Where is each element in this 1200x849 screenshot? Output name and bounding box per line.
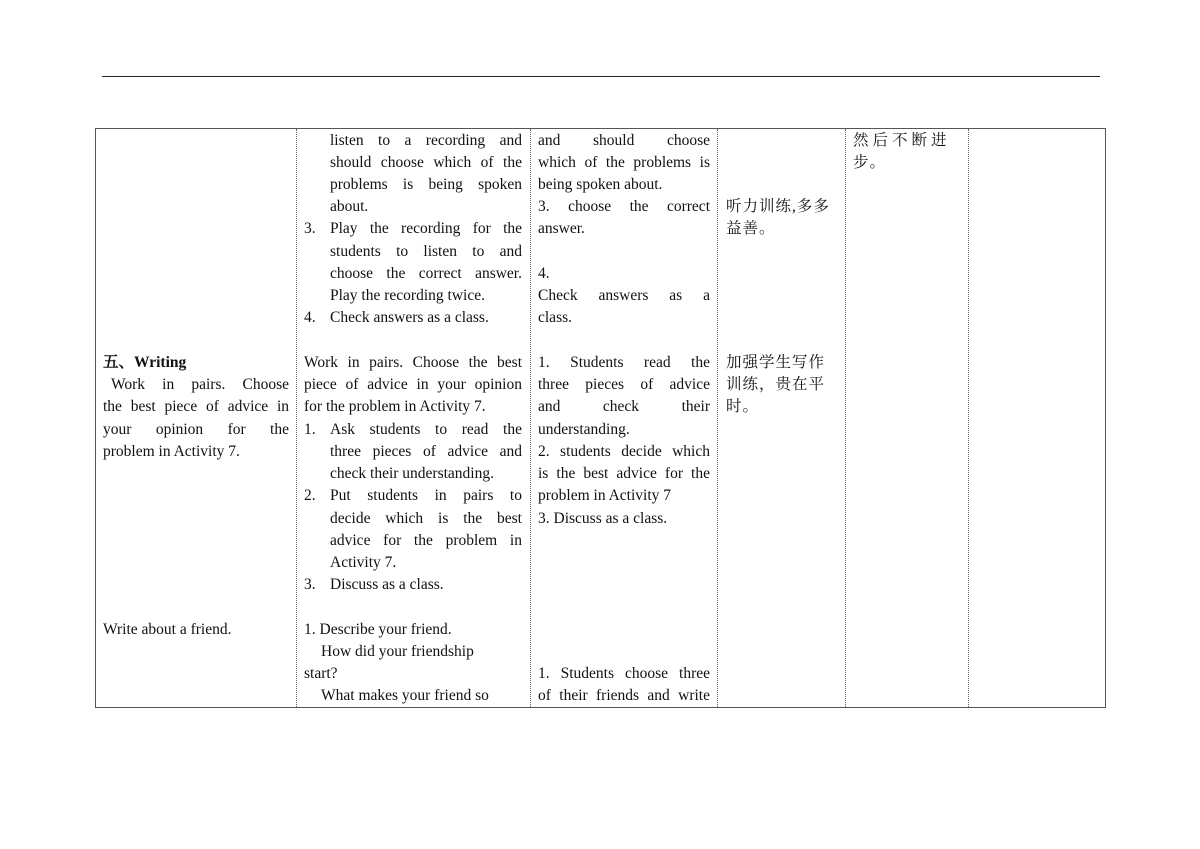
- student-text-line: answer.: [538, 220, 585, 237]
- column-divider: [296, 129, 297, 707]
- step-number: 1.: [304, 421, 316, 438]
- write-friend-task: Write about a friend.: [103, 621, 232, 638]
- step-text-line: about.: [330, 198, 369, 215]
- step-text-line: problems is being spoken: [330, 176, 522, 193]
- student-text-line: of their friends and write: [538, 687, 710, 704]
- student-text-line: understanding.: [538, 421, 630, 438]
- intent-text-line: 益善。: [726, 220, 776, 237]
- writing-section-heading: 五、Writing: [103, 354, 187, 371]
- student-text-line: 3. Discuss as a class.: [538, 510, 668, 527]
- intent-text-line: 听力训练,多多: [726, 198, 830, 215]
- writing-task-line: the best piece of advice in: [103, 398, 289, 415]
- student-text-line: being spoken about.: [538, 176, 663, 193]
- step-text-line: Activity 7.: [330, 554, 397, 571]
- friend-step-line: start?: [304, 665, 338, 682]
- student-text-line: and check their: [538, 398, 710, 415]
- column-divider: [530, 129, 531, 707]
- pair-intro-line: for the problem in Activity 7.: [304, 398, 486, 415]
- column-divider: [845, 129, 846, 707]
- friend-step-line: How did your friendship: [321, 643, 474, 660]
- notes-text-line: 然后不断进: [853, 132, 951, 149]
- header-rule: [102, 76, 1100, 77]
- step-number: 2.: [304, 487, 316, 504]
- step-number: 3.: [304, 220, 316, 237]
- step-text-line: should choose which of the: [330, 154, 522, 171]
- step-number: 4.: [538, 265, 550, 282]
- step-text-line: Play the recording for the: [330, 220, 522, 237]
- step-text-line: decide which is the best: [330, 510, 522, 527]
- step-text-line: listen to a recording and: [330, 132, 522, 149]
- friend-step-line: 1. Describe your friend.: [304, 621, 452, 638]
- column-divider: [717, 129, 718, 707]
- step-text-line: Check answers as a class.: [330, 309, 489, 326]
- step-text-line: check their understanding.: [330, 465, 494, 482]
- step-text-line: three pieces of advice and: [330, 443, 522, 460]
- student-text-line: is the best advice for the: [538, 465, 710, 482]
- step-text-line: Ask students to read the: [330, 421, 522, 438]
- column-divider: [968, 129, 969, 707]
- student-text-line: three pieces of advice: [538, 376, 710, 393]
- intent-text-line: 加强学生写作: [726, 354, 826, 371]
- student-text-line: class.: [538, 309, 573, 326]
- step-number: 3.: [304, 576, 316, 593]
- student-text-line: problem in Activity 7: [538, 487, 672, 504]
- step-text-line: choose the correct answer.: [330, 265, 522, 282]
- student-text-line: which of the problems is: [538, 154, 710, 171]
- friend-step-line: What makes your friend so: [321, 687, 489, 704]
- student-text-line: 1. Students choose three: [538, 665, 710, 682]
- student-text-line: 2. students decide which: [538, 443, 710, 460]
- step-text-line: students to listen to and: [330, 243, 522, 260]
- intent-text-line: 训练，贵在平: [726, 376, 826, 393]
- student-text-line: 3. choose the correct: [538, 198, 710, 215]
- pair-intro-line: piece of advice in your opinion: [304, 376, 522, 393]
- step-text-line: Play the recording twice.: [330, 287, 485, 304]
- writing-task-line: your opinion for the: [103, 421, 289, 438]
- notes-text-line: 步。: [853, 154, 887, 171]
- step-text-line: advice for the problem in: [330, 532, 522, 549]
- student-text-line: and should choose: [538, 132, 710, 149]
- step-number: 4.: [304, 309, 316, 326]
- writing-task-line: problem in Activity 7.: [103, 443, 240, 460]
- student-text-line: Check answers as a: [538, 287, 710, 304]
- step-text-line: Discuss as a class.: [330, 576, 444, 593]
- intent-text-line: 时。: [726, 398, 760, 415]
- pair-intro-line: Work in pairs. Choose the best: [304, 354, 522, 371]
- step-text-line: Put students in pairs to: [330, 487, 522, 504]
- writing-task-line: Work in pairs. Choose: [111, 376, 289, 393]
- student-text-line: 1. Students read the: [538, 354, 710, 371]
